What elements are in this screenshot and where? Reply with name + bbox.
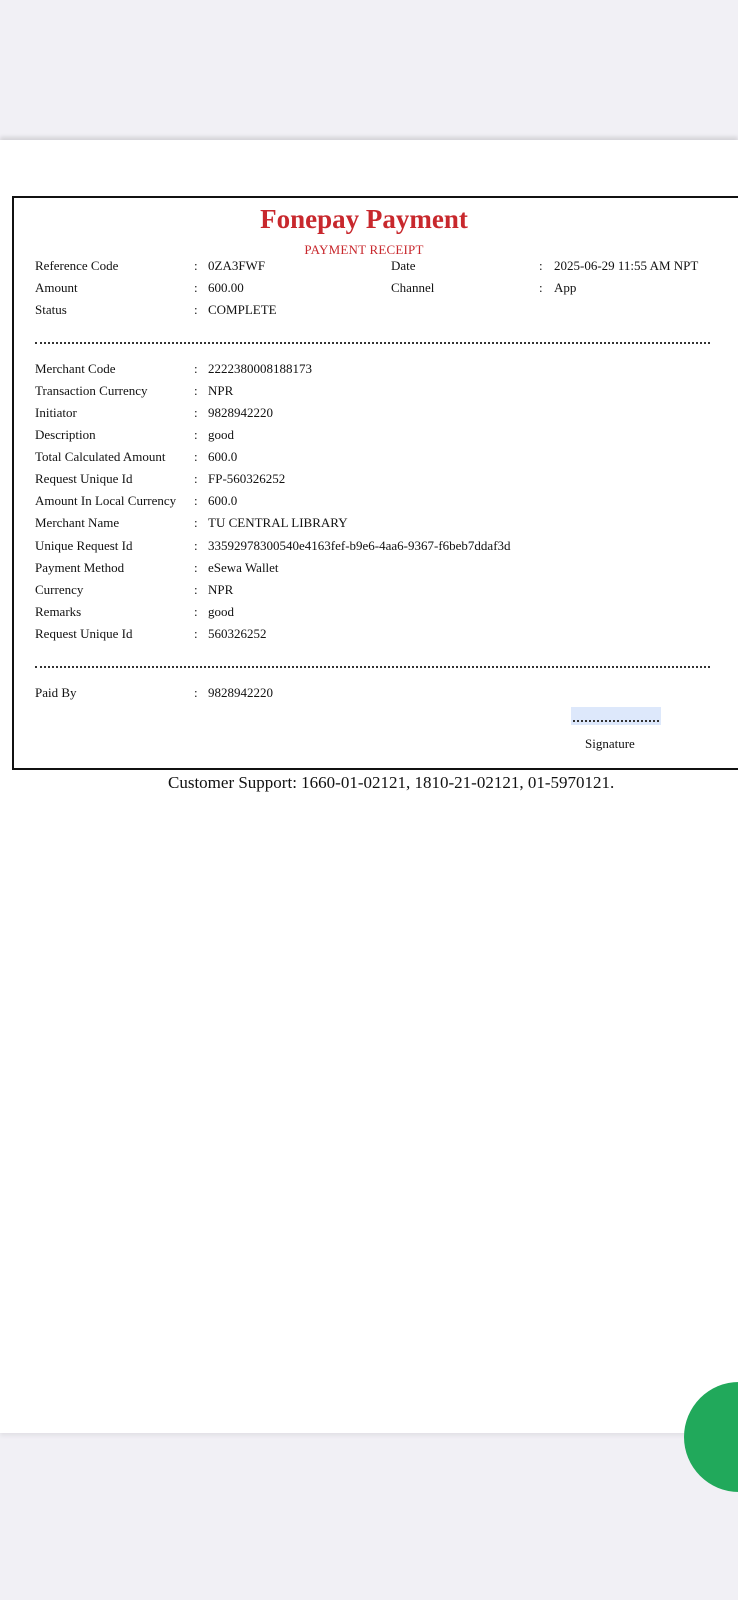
receipt-title: Fonepay Payment [260, 204, 468, 234]
field-label: Status [35, 302, 67, 317]
receipt-subtitle: PAYMENT RECEIPT [304, 242, 424, 257]
field-label: Reference Code [35, 258, 119, 273]
field-label: Channel [391, 280, 435, 295]
signature-label: Signature [585, 736, 635, 751]
field-value: NPR [208, 582, 234, 597]
field-colon: : [194, 258, 198, 273]
field-label: Total Calculated Amount [35, 449, 166, 464]
field-colon: : [539, 258, 543, 273]
field-value: 9828942220 [208, 685, 273, 700]
field-colon: : [194, 405, 198, 420]
field-value: 600.0 [208, 449, 238, 464]
field-colon: : [194, 302, 198, 317]
field-colon: : [194, 449, 198, 464]
field-colon: : [194, 515, 198, 530]
field-value: TU CENTRAL LIBRARY [208, 515, 348, 530]
field-value: good [208, 427, 234, 442]
signature-field[interactable] [571, 707, 661, 725]
field-value: 0ZA3FWF [208, 258, 266, 273]
field-label: Amount [35, 280, 78, 295]
field-colon: : [194, 626, 198, 641]
field-value: 2222380008188173 [208, 361, 312, 376]
field-colon: : [194, 383, 198, 398]
field-colon: : [194, 538, 198, 553]
field-label: Request Unique Id [35, 626, 133, 641]
field-colon: : [194, 493, 198, 508]
field-colon: : [194, 604, 198, 619]
field-value: 600.00 [208, 280, 244, 295]
field-label: Remarks [35, 604, 82, 619]
field-value: 9828942220 [208, 405, 273, 420]
field-colon: : [194, 427, 198, 442]
field-label: Date [391, 258, 416, 273]
field-value: eSewa Wallet [208, 560, 279, 575]
field-colon: : [194, 361, 198, 376]
field-value: 560326252 [208, 626, 267, 641]
field-label: Initiator [35, 405, 77, 420]
field-value: App [554, 280, 577, 295]
field-value: FP-560326252 [208, 471, 286, 486]
customer-support-text: Customer Support: 1660-01-02121, 1810-21-02121, 01-5970121. [168, 773, 615, 792]
field-value: 2025-06-29 11:55 AM NPT [554, 258, 699, 273]
dotted-divider [35, 342, 710, 344]
field-label: Transaction Currency [35, 383, 148, 398]
field-label: Paid By [35, 685, 77, 700]
field-value: 33592978300540e4163fef-b9e6-4aa6-9367-f6beb7ddaf3d [208, 538, 511, 553]
field-label: Currency [35, 582, 84, 597]
field-label: Unique Request Id [35, 538, 133, 553]
field-label: Amount In Local Currency [35, 493, 177, 508]
field-colon: : [194, 685, 198, 700]
field-label: Merchant Name [35, 515, 120, 530]
document-page [0, 140, 738, 1433]
field-value: 600.0 [208, 493, 238, 508]
field-label: Merchant Code [35, 361, 116, 376]
field-label: Payment Method [35, 560, 125, 575]
field-label: Description [35, 427, 96, 442]
field-colon: : [194, 582, 198, 597]
payment-receipt [12, 196, 738, 770]
field-colon: : [539, 280, 543, 295]
field-colon: : [194, 280, 198, 295]
signature-line [573, 720, 659, 722]
field-colon: : [194, 471, 198, 486]
field-value: COMPLETE [208, 302, 277, 317]
field-value: good [208, 604, 234, 619]
field-value: NPR [208, 383, 234, 398]
field-label: Request Unique Id [35, 471, 133, 486]
field-colon: : [194, 560, 198, 575]
dotted-divider [35, 666, 710, 668]
